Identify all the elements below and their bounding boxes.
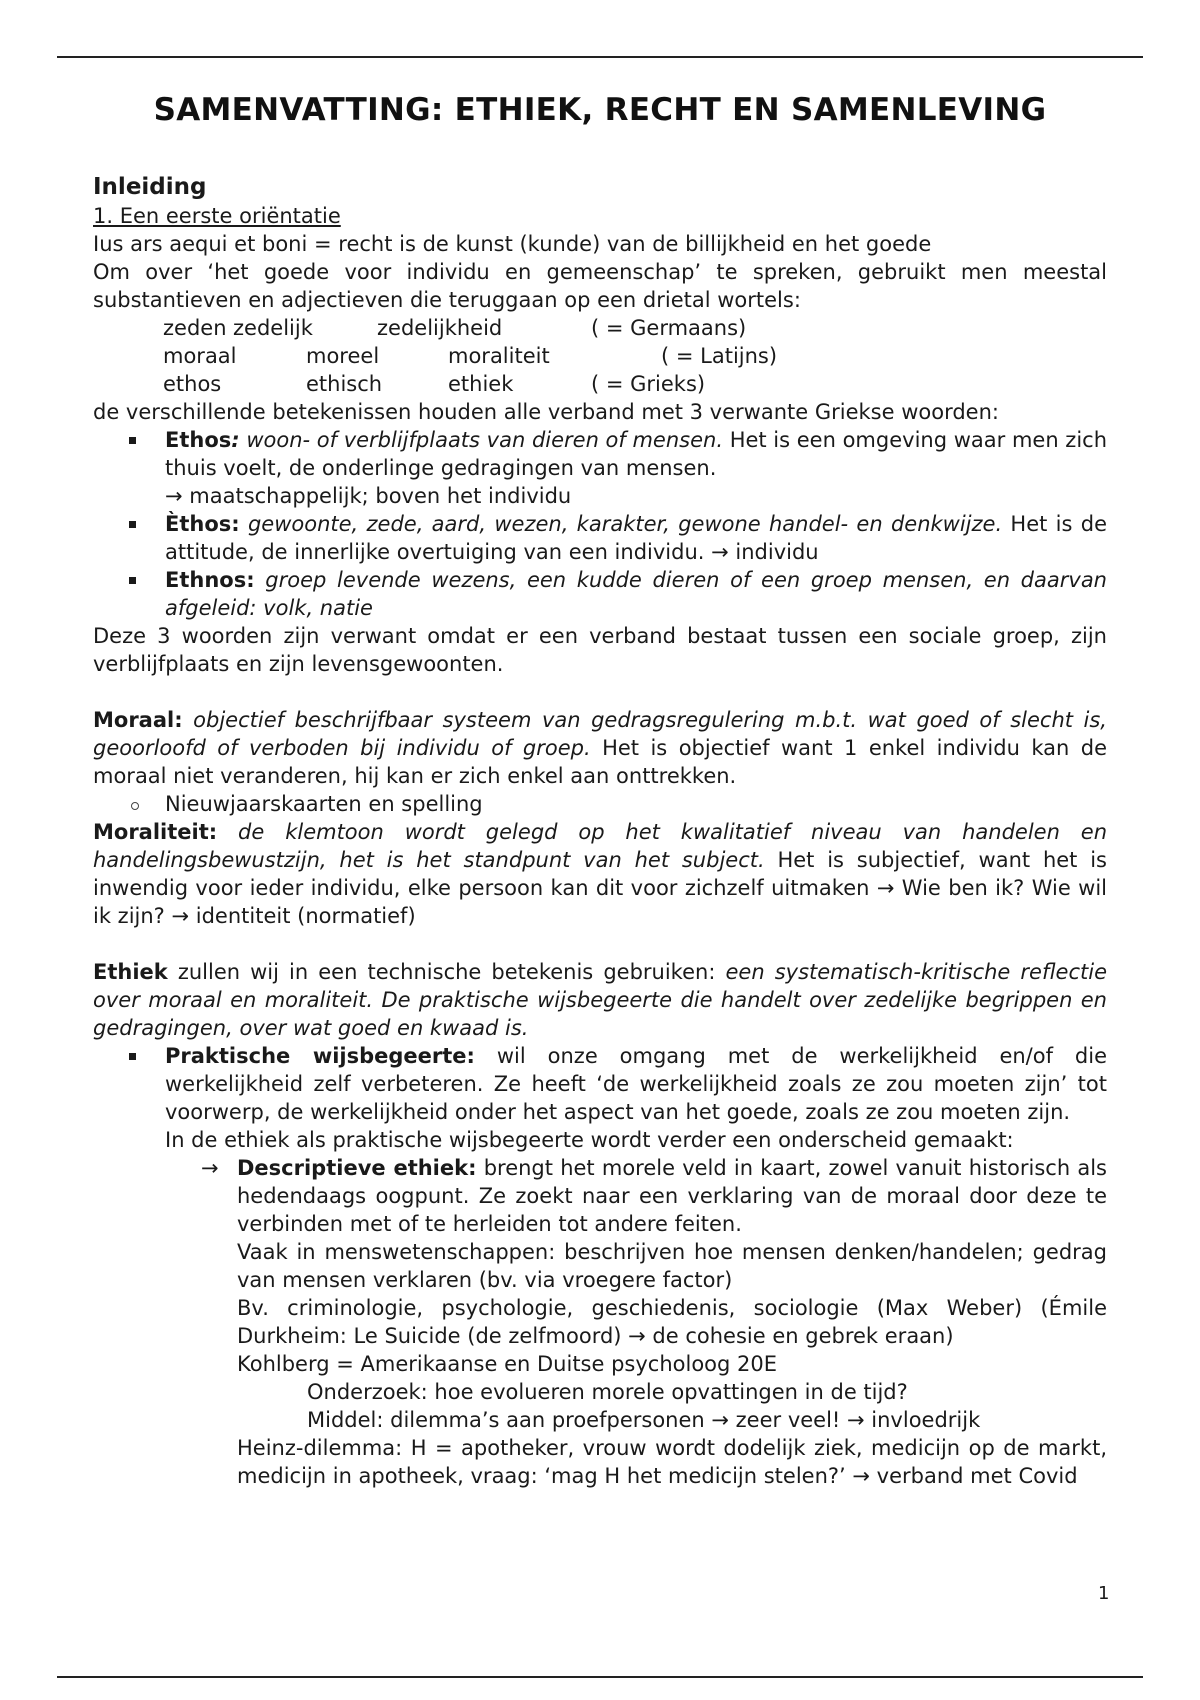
- ethiek-list: [93, 1042, 1107, 1490]
- explanation: Het is objectief want 1 enkel individu kan de moraal niet veranderen, hij kan er zich enkel aan onttrekken.: [93, 736, 1107, 788]
- word-root-cell: moraal: [163, 344, 237, 368]
- definition: de klemtoon wordt gelegd op het kwalitatief niveau van handelen en handelingsbewustzijn, het is het standpunt van het subject.: [93, 820, 1107, 872]
- header-rule: [57, 56, 1143, 58]
- moraliteit-paragraph: [93, 818, 1107, 930]
- explanation: Het is de attitude, de innerlijke overtuiging van een individu. → individu: [165, 512, 1107, 564]
- explanation: zullen wij in een technische betekenis gebruiken:: [167, 960, 726, 984]
- definition: objectief beschrijfbaar systeem van gedragsregulering m.b.t. wat goed of slecht is, geoorloofd of verboden bij individu of groep.: [93, 708, 1107, 760]
- term-ethiek: Ethiek: [93, 960, 168, 984]
- moraal-example-list: [93, 790, 1107, 818]
- detail-line: Kohlberg = Amerikaanse en Duitse psycholoog 20E: [237, 1352, 778, 1376]
- term-moraal: Moraal:: [93, 708, 183, 732]
- definition: een systematisch-kritische reflectie over moraal en moraliteit. De praktische wijsbegeerte die handelt over zedelijke begrippen en gedragingen, over wat goed en kwaad is.: [93, 960, 1107, 1040]
- word-root-cell: zedelijkheid: [377, 316, 503, 340]
- list-item: [165, 1154, 1107, 1490]
- list-item: Nieuwjaarskaarten en spelling: [93, 790, 1107, 818]
- term-descriptieve-ethiek: Descriptieve ethiek:: [237, 1156, 477, 1180]
- related-words-paragraph: Deze 3 woorden zijn verwant omdat er een verband bestaat tussen een sociale groep, zijn verblijfplaats en zijn levensgewoonten.: [93, 624, 1107, 676]
- list-item: [93, 510, 1107, 566]
- word-root-cell: ethos: [163, 372, 222, 396]
- explanation: Het is subjectief, want het is inwendig voor ieder individu, elke persoon kan dit voor zichzelf uitmaken → Wie ben ik? Wie wil ik zijn? → identiteit (normatief): [93, 848, 1107, 928]
- list-item: [93, 566, 1107, 622]
- greek-words-list: [93, 426, 1107, 622]
- list-item: [93, 426, 1107, 510]
- footer-rule: [57, 1676, 1143, 1678]
- page-number: 1: [1098, 1583, 1110, 1604]
- definition: gewoonte, zede, aard, wezen, karakter, gewone handel- en denkwijze.: [239, 512, 1003, 536]
- word-roots-row: [163, 314, 1107, 342]
- detail-line: Heinz-dilemma: H = apotheker, vrouw wordt dodelijk ziek, medicijn op de markt, medicijn in apotheek, vraag: ‘mag H het medicijn stelen?’ → verband met Covid: [237, 1436, 1107, 1488]
- word-roots-table: [163, 314, 1107, 398]
- explanation: brengt het morele veld in kaart, zowel vanuit historisch als hedendaags oogpunt. Ze zoekt naar een verklaring van de moraal door deze te verbinden met of te herleiden tot andere feiten.: [237, 1156, 1107, 1236]
- subdivision-list: [165, 1154, 1107, 1490]
- detail-line: Vaak in menswetenschappen: beschrijven hoe mensen denken/handelen; gedrag van mensen verklaren (bv. via vroegere factor): [237, 1240, 1107, 1292]
- term-moraliteit: Moraliteit:: [93, 820, 218, 844]
- section-heading: Inleiding: [93, 174, 207, 200]
- document-title: SAMENVATTING: ETHIEK, RECHT EN SAMENLEVING: [153, 92, 1047, 128]
- explanation: wil onze omgang met de werkelijkheid en/of die werkelijkheid zelf verbeteren. Ze heeft ‘de werkelijkheid zoals ze zou moeten zijn’ tot voorwerp, de werkelijkheid onder het aspect van het goede, zoals ze zou moeten zijn.: [165, 1044, 1107, 1124]
- word-root-cell: moraliteit: [448, 344, 550, 368]
- list-item: [93, 1042, 1107, 1490]
- term-ethos-accent: Èthos:: [165, 512, 240, 536]
- word-root-cell: zeden: [163, 316, 227, 340]
- word-root-cell: ( = Latijns): [661, 344, 778, 368]
- word-root-cell: ethiek: [448, 372, 514, 396]
- word-root-cell: zedelijk: [233, 316, 313, 340]
- word-root-cell: moreel: [306, 344, 380, 368]
- greek-words-intro: de verschillende betekenissen houden alle verband met 3 verwante Griekse woorden:: [93, 400, 999, 424]
- word-root-cell: ethisch: [306, 372, 383, 396]
- term-ethnos: Ethnos:: [165, 568, 255, 592]
- subdivision-intro: In de ethiek als praktische wijsbegeerte wordt verder een onderscheid gemaakt:: [165, 1128, 1014, 1152]
- detail-line: Bv. criminologie, psychologie, geschiedenis, sociologie (Max Weber) (Émile Durkheim: Le Suicide (de zelfmoord) → de cohesie en gebrek eraan): [237, 1296, 1107, 1348]
- detail-line: Middel: dilemma’s aan proefpersonen → zeer veel! → invloedrijk: [307, 1408, 981, 1432]
- ethiek-paragraph: [93, 958, 1107, 1042]
- word-root-cell: ( = Germaans): [591, 316, 747, 340]
- term-praktische-wijsbegeerte: Praktische wijsbegeerte:: [165, 1044, 475, 1068]
- definition: groep levende wezens, een kudde dieren of een groep mensen, en daarvan afgeleid: volk, natie: [165, 568, 1107, 620]
- intro-paragraph: Om over ‘het goede voor individu en gemeenschap’ te spreken, gebruikt men meestal substantieven en adjectieven die teruggaan op een drietal wortels:: [93, 260, 1107, 312]
- detail-line: Onderzoek: hoe evolueren morele opvattingen in de tijd?: [307, 1380, 908, 1404]
- arrow-bullet-icon: →: [201, 1156, 219, 1180]
- moraal-paragraph: [93, 706, 1107, 790]
- word-roots-row: [163, 370, 1107, 398]
- definition: woon- of verblijfplaats van dieren of mensen.: [239, 428, 724, 452]
- term-colon: :: [231, 428, 240, 452]
- word-root-cell: ( = Grieks): [591, 372, 706, 396]
- arrow-note: → maatschappelijk; boven het individu: [165, 484, 572, 508]
- intro-line: Ius ars aequi et boni = recht is de kunst (kunde) van de billijkheid en het goede: [93, 232, 932, 256]
- document-body: [93, 90, 1107, 1490]
- word-roots-row: [163, 342, 1107, 370]
- explanation: Het is een omgeving waar men zich thuis voelt, de onderlinge gedragingen van mensen.: [165, 428, 1108, 480]
- subsection-heading: 1. Een eerste oriëntatie: [93, 204, 341, 228]
- term-ethos: Ethos: [165, 428, 232, 452]
